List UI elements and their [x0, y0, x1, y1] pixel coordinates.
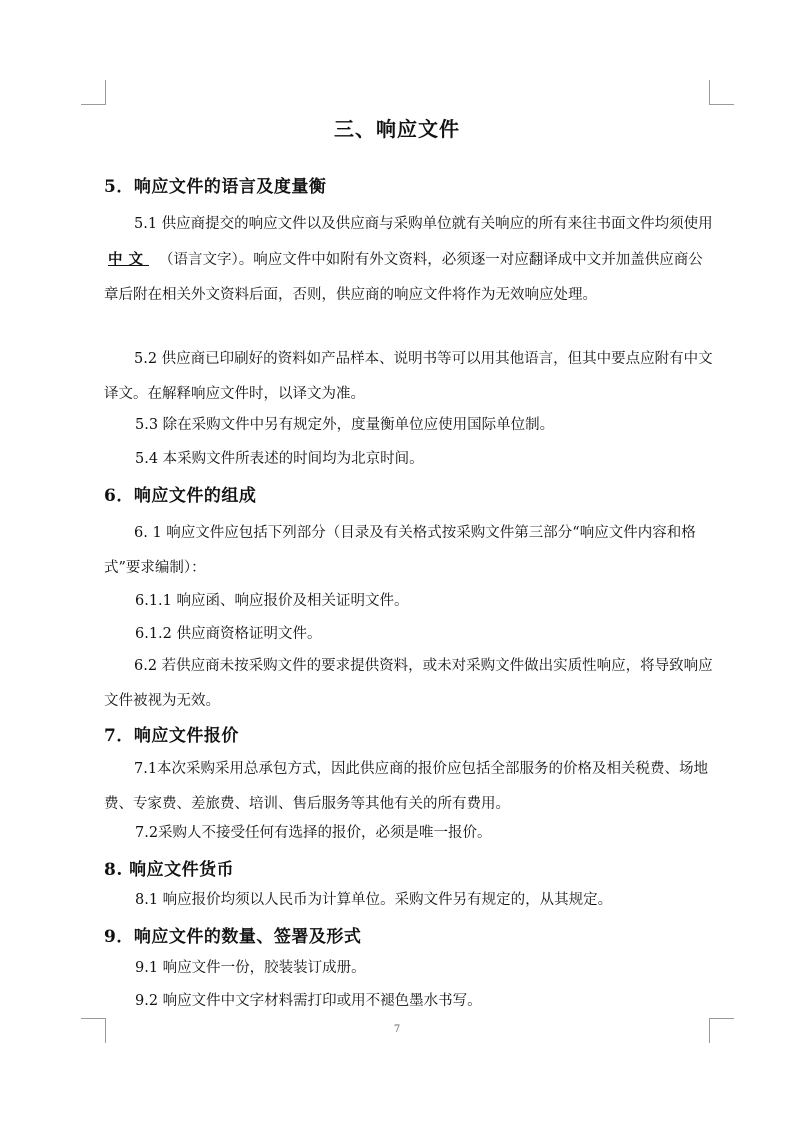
section-5-paragraph-4: 5.4 本采购文件所表述的时间均为北京时间。	[135, 451, 424, 467]
section-6-paragraph-1: 6. 1 响应文件应包括下列部分（目录及有关格式按采购文件第三部分“响应文件内容和格式”要求编制）：	[104, 525, 696, 576]
section-5-paragraph-1	[104, 207, 714, 313]
section-5-paragraph-3: 5.3 除在采购文件中另有规定外，度量衡单位应使用国际单位制。	[135, 417, 555, 433]
page-title: 三、响应文件	[334, 117, 460, 141]
crop-mark-top-right	[709, 80, 734, 105]
section-9-paragraph-1: 9.1 响应文件一份，胶装装订成册。	[135, 960, 366, 976]
section-6-heading: 6．响应文件的组成	[104, 486, 257, 506]
paragraph-text: （语言文字）。响应文件中如附有外文资料，必须逐一对应翻译成中文并加盖供应商公章后附在相关外文资料后面，否则，供应商的响应文件将作为无效响应处理。	[104, 252, 703, 303]
section-9-paragraph-2: 9.2 响应文件中文字材料需打印或用不褪色墨水书写。	[135, 993, 482, 1009]
section-5-paragraph-2: 5.2 供应商已印刷好的资料如产品样本、说明书等可以用其他语言，但其中要点应附有中文译文。在解释响应文件时，以译文为准。	[104, 351, 713, 402]
crop-mark-top-left	[81, 80, 106, 105]
language-field: 中文	[108, 251, 149, 268]
section-8-paragraph-1: 8.1 响应报价均须以人民币为计算单位。采购文件另有规定的，从其规定。	[135, 892, 613, 908]
paragraph-text: 5.1 供应商提交的响应文件以及供应商与采购单位就有关响应的所有来往书面文件均须使用	[134, 216, 713, 232]
section-6-paragraph-3: 6.1.2 供应商资格证明文件。	[135, 626, 322, 642]
section-8-heading: 8. 响应文件货币	[104, 860, 235, 880]
section-7-paragraph-2: 7.2采购人不接受任何有选择的报价，必须是唯一报价。	[135, 825, 492, 841]
section-5-heading: 5．响应文件的语言及度量衡	[104, 177, 327, 197]
section-7-heading: 7．响应文件报价	[104, 726, 239, 746]
section-9-heading: 9．响应文件的数量、签署及形式	[104, 927, 362, 947]
page-number: 7	[393, 1024, 401, 1035]
section-6-paragraph-2: 6.1.1 响应函、响应报价及相关证明文件。	[135, 593, 409, 609]
section-7-paragraph-1: 7.1本次采购采用总承包方式，因此供应商的报价应包括全部服务的价格及相关税费、场地费、专家费、差旅费、培训、售后服务等其他有关的所有费用。	[104, 761, 709, 812]
section-6-paragraph-4: 6.2 若供应商未按采购文件的要求提供资料，或未对采购文件做出实质性响应，将导致响应文件被视为无效。	[104, 658, 713, 709]
